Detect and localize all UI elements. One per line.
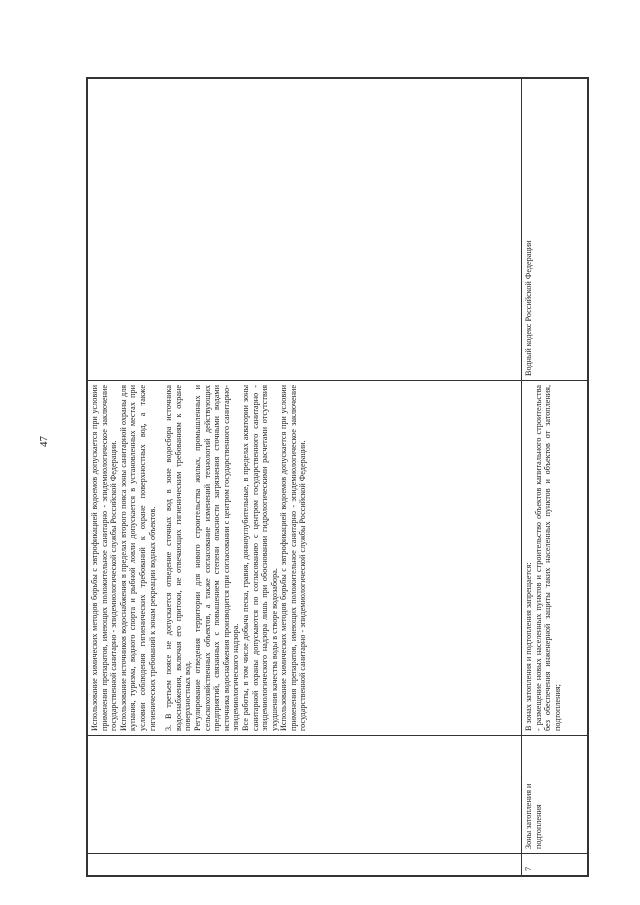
- restriction-paragraph: Все работы, в том числе добыча песка, гравия, донноуглубительные, в пределах акватории зоны санитарной охраны допускаются по согласованию с центром государственного санитарно - эпидемиологического надзора лишь при обосновании гидрологическими расчетами отсутствия ухудшения качества воды в створе водозабора.: [240, 385, 279, 731]
- restriction-paragraph: 3. В третьем поясе не допускается отведение сточных вод в зоне водосбора источника водоснабжения, включая его притоки, не отвечающих гигиеническим требованиям к охране поверхностных вод.: [164, 385, 193, 731]
- restriction-paragraph: В зонах затопления и подтопления запрещается:: [524, 562, 533, 731]
- restriction-paragraph: Использование источников водоснабжения в пределах второго пояса зоны санитарной охраны для купания, туризма, водного спорта и рыбной ловли допускается в установленных местах при условии соблюдения гигиенических требований к охране поверхностных вод, а также гигиенических требований к зонам рекреации водных объектов.: [118, 385, 157, 731]
- zone-name-cell: Зоны затопления и подтопления: [522, 736, 588, 854]
- page-number: 47: [38, 436, 50, 447]
- document-sheet: [86, 77, 589, 877]
- table-row-continued: [88, 79, 522, 876]
- regulation-table: [87, 78, 588, 876]
- table-row-flood-zones: [522, 79, 588, 876]
- restriction-paragraph: Использование химических методов борьбы с эвтрофикацией водоемов допускается при условии применения препаратов, имеющих положительное санитарно - эпидемиологическое заключение государственной санитарно - эпидемиологической службы Российской Федерации.: [90, 385, 119, 731]
- restrictions-cell: [88, 381, 522, 736]
- zone-cell-empty: [88, 736, 522, 854]
- restriction-paragraph: Регулирование отведения территории для нового строительства жилых, промышленных и сельскохозяйственных объектов, а также согласование изменений технологий действующих предприятий, связанных с повышением степени опасности загрязнения сточными водами источника водоснабжения производится при согласовании с центром государственного санитарно-эпидемиологического надзора.: [192, 385, 241, 731]
- row-number-cell: 7: [522, 854, 588, 876]
- row-number-cell-empty: [88, 854, 522, 876]
- restriction-paragraph: - размещение новых населенных пунктов и строительство объектов капитального строительства без обеспечения инженерной защиты таких населенных пунктов и объектов от затопления, подтопления;: [533, 385, 562, 731]
- law-cell-empty: [88, 79, 522, 381]
- law-reference-cell: Водный кодекс Российской Федерации: [522, 79, 588, 381]
- restriction-paragraph: Использование химических методов борьбы с эвтрофикацией водоемов допускается при условии применения препаратов, имеющих положительное санитарно - эпидемиологическое заключение государственной санитарно - эпидемиологической службы Российской Федерации.: [279, 385, 308, 731]
- flood-restrictions-cell: [522, 381, 588, 736]
